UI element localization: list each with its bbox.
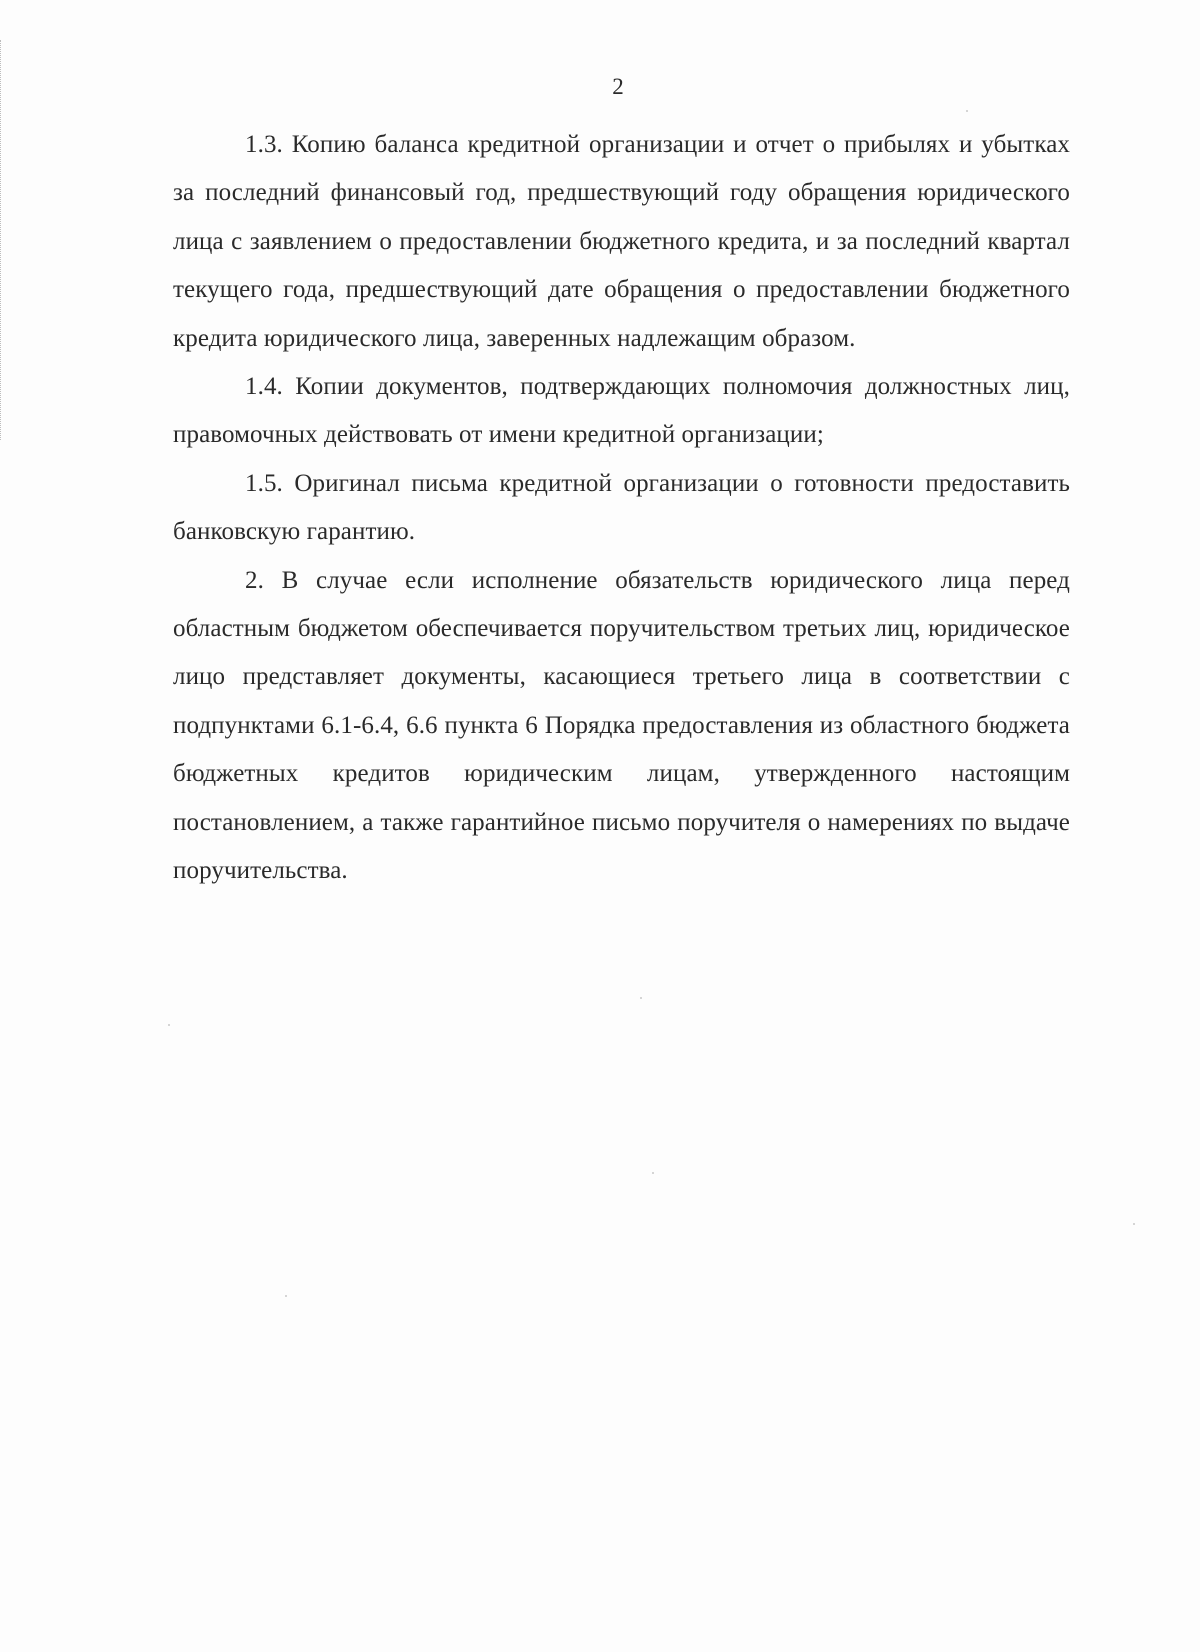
paragraph-1-4: 1.4. Копии документов, подтверждающих полномочия должностных лиц, правомочных действовать от имени кредитной организации; <box>173 373 1070 449</box>
scan-speck <box>966 110 968 112</box>
scan-speck <box>285 1295 287 1297</box>
page-number: 2 <box>612 74 624 99</box>
scan-speck <box>652 1172 654 1174</box>
paragraph-1-5: 1.5. Оригинал письма кредитной организации о готовности предоставить банковскую гарантию. <box>173 469 1070 546</box>
scan-speck <box>1133 1223 1135 1225</box>
paragraph-2: 2. В случае если исполнение обязательств юридического лица перед областным бюджетом обеспечивается поручительством третьих лиц, юридическое лицо представляет документы, касающиеся третьего лица в соответствии с подпунктами 6.1-6.4, 6.6 пункта 6 Порядка предоставления из областного бюджета бюджетных кредитов юридическим лицам, утвержденного настоящим постановлением, а также гарантийное письмо поручителя о намерениях по выдаче поручительства. <box>173 566 1070 885</box>
scan-speck <box>640 997 642 999</box>
paragraph-1-3: 1.3. Копию баланса кредитной организации и отчет о прибылях и убытках за последний финансовый год, предшествующий году обращения юридического лица с заявлением о предоставлении бюджетного кредита, и за последний квартал текущего года, предшествующий дате обращения о предоставлении бюджетного кредита юридического лица, заверенных надлежащим образом. <box>173 131 1070 352</box>
document-body <box>173 121 1070 896</box>
scan-speck <box>168 1024 170 1026</box>
